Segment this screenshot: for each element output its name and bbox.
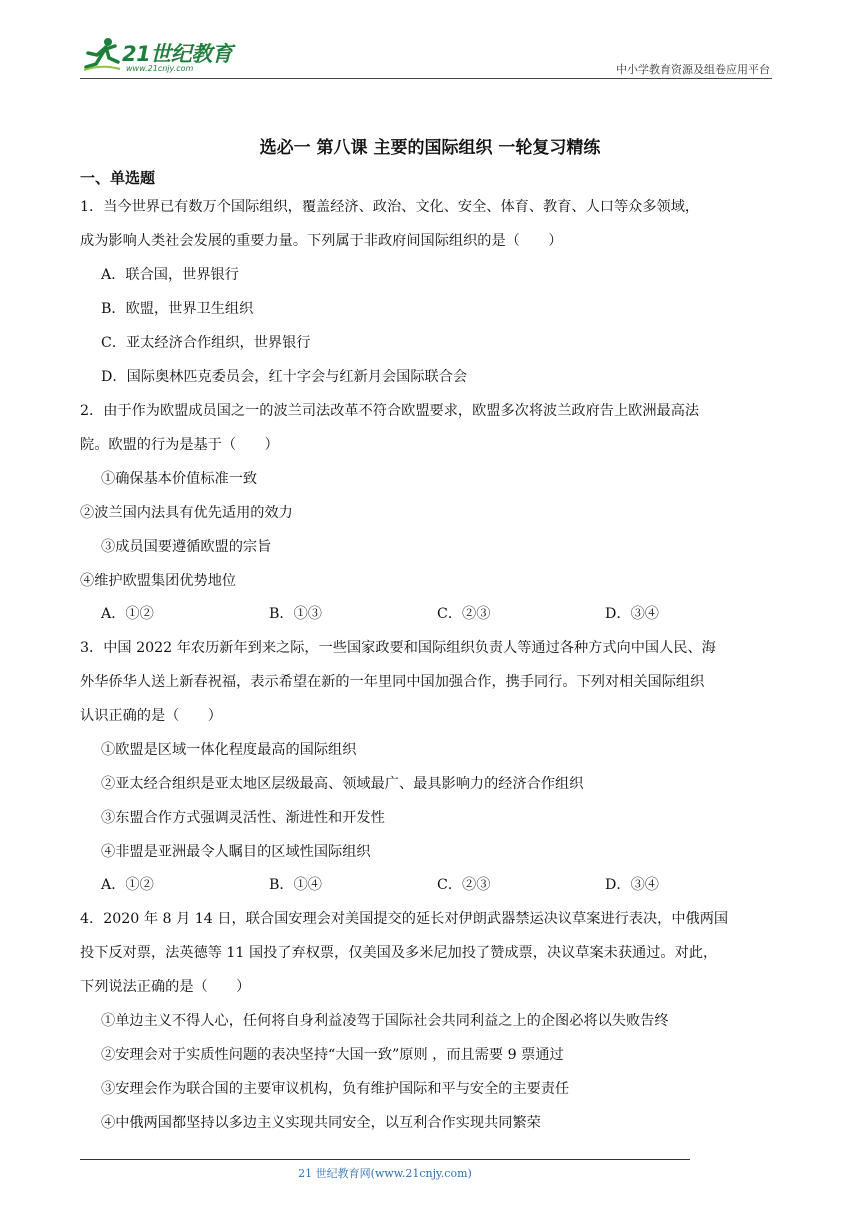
- q4-stem-line1: 4．2020 年 8 月 14 日，联合国安理会对美国提交的延长对伊朗武器禁运决议草案进行表决，中俄两国: [80, 911, 729, 927]
- q2-statement-4: ④维护欧盟集团优势地位: [80, 573, 237, 589]
- logo-url: www.21cnjy.com: [126, 64, 194, 73]
- q4-statement-3: ③安理会作为联合国的主要审议机构，负有维护国际和平与安全的主要责任: [101, 1081, 570, 1097]
- q1-stem-line2: 成为影响人类社会发展的重要力量。下列属于非政府间国际组织的是（ ）: [80, 233, 563, 249]
- q3-option-c: C．②③: [437, 877, 491, 893]
- q4-stem-line3: 下列说法正确的是（ ）: [80, 979, 251, 995]
- q3-stem-line3: 认识正确的是（ ）: [80, 708, 222, 724]
- logo: [80, 34, 240, 78]
- q2-statement-3: ③成员国要遵循欧盟的宗旨: [101, 539, 272, 555]
- platform-name: 中小学教育资源及组卷应用平台: [616, 63, 770, 76]
- section-heading: 一、单选题: [80, 169, 156, 187]
- q1-stem-line1: 1．当今世界已有数万个国际组织，覆盖经济、政治、文化、安全、体育、教育、人口等众多领域，: [80, 199, 700, 215]
- q3-statement-3: ③东盟合作方式强调灵活性、渐进性和开发性: [101, 810, 385, 826]
- q2-option-a: A．①②: [101, 606, 154, 622]
- q2-statement-1: ①确保基本价值标准一致: [101, 471, 258, 487]
- q3-option-d: D．③④: [605, 877, 659, 893]
- q4-statement-1: ①单边主义不得人心，任何将自身利益凌驾于国际社会共同利益之上的企图必将以失败告终: [101, 1013, 669, 1029]
- q4-statement-4: ④中俄两国都坚持以多边主义实现共同安全，以互利合作实现共同繁荣: [101, 1115, 541, 1131]
- q4-stem-line2: 投下反对票，法英德等 11 国投了弃权票，仅美国及多米尼加投了赞成票，决议草案未获通过。对此，: [80, 945, 718, 961]
- q1-option-d: D．国际奥林匹克委员会，红十字会与红新月会国际联合会: [101, 369, 468, 385]
- q2-stem-line1: 2．由于作为欧盟成员国之一的波兰司法改革不符合欧盟要求，欧盟多次将波兰政府告上欧洲最高法: [80, 403, 700, 419]
- q2-stem-line2: 院。欧盟的行为是基于（ ）: [80, 437, 279, 453]
- q2-option-c: C．②③: [437, 606, 491, 622]
- logo-text: 21世纪教育: [122, 42, 233, 66]
- q3-statement-1: ①欧盟是区域一体化程度最高的国际组织: [101, 742, 357, 758]
- q1-option-b: B．欧盟，世界卫生组织: [101, 301, 254, 317]
- footer-link[interactable]: 21 世纪教育网(www.21cnjy.com): [298, 1167, 472, 1180]
- q1-option-c: C．亚太经济合作组织，世界银行: [101, 335, 311, 351]
- q2-option-d: D．③④: [605, 606, 659, 622]
- header-divider: [80, 78, 772, 79]
- q1-option-a: A．联合国，世界银行: [101, 267, 239, 283]
- q2-statement-2: ②波兰国内法具有优先适用的效力: [80, 505, 293, 521]
- footer-divider: [80, 1159, 690, 1160]
- page-title: 选必一 第八课 主要的国际组织 一轮复习精练: [259, 138, 601, 158]
- q3-stem-line1: 3．中国 2022 年农历新年到来之际，一些国家政要和国际组织负责人等通过各种方式向中国人民、海: [80, 640, 716, 656]
- q3-stem-line2: 外华侨华人送上新春祝福，表示希望在新的一年里同中国加强合作，携手同行。下列对相关国际组织: [80, 674, 705, 690]
- q3-option-a: A．①②: [101, 877, 154, 893]
- q3-option-b: B．①④: [269, 877, 322, 893]
- page-header: [80, 34, 772, 78]
- q3-statement-4: ④非盟是亚洲最令人瞩目的区域性国际组织: [101, 844, 371, 860]
- runner-logo-icon: [82, 36, 122, 72]
- q3-statement-2: ②亚太经合组织是亚太地区层级最高、领域最广、最具影响力的经济合作组织: [101, 776, 584, 792]
- q4-statement-2: ②安理会对于实质性问题的表决坚持“大国一致”原则 ，而且需要 9 票通过: [101, 1047, 564, 1063]
- q2-option-b: B．①③: [269, 606, 322, 622]
